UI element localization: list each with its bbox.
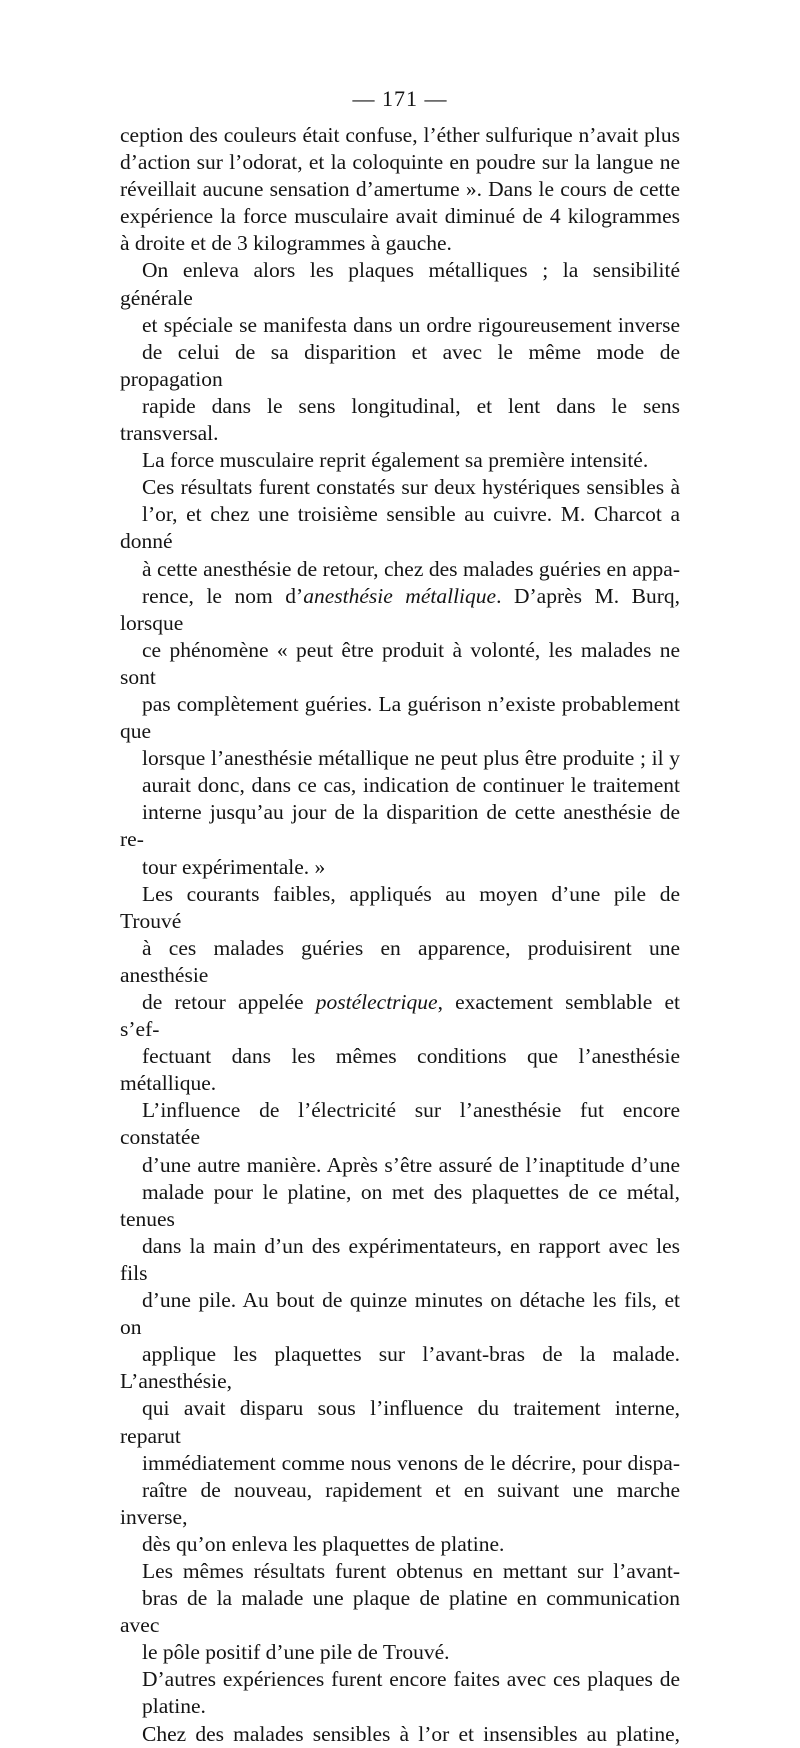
text-line: d’une autre manière. Après s’être assuré de l’inaptitude d’une xyxy=(142,1152,680,1177)
text-line: ce phénomène « peut être produit à volonté, les malades ne sont xyxy=(120,637,680,689)
text-line: et spéciale se manifesta dans un ordre rigoureusement inverse xyxy=(142,312,680,337)
text-line: le pôle positif d’une pile de Trouvé. xyxy=(142,1640,450,1665)
text-line: malade pour le platine, on met des plaquettes de ce métal, tenues xyxy=(120,1179,680,1231)
text-line: ception des couleurs était confuse, l’éther sulfurique n’avait plus xyxy=(120,123,680,147)
text-line: à cette anesthésie de retour, chez des malades guéries en appa- xyxy=(142,556,680,581)
text-line: Les mêmes résultats furent obtenus en mettant sur l’avant- xyxy=(142,1558,680,1583)
text-line: l’or, et chez une troisième sensible au cuivre. M. Charcot a donné xyxy=(120,502,680,554)
paragraph-2 xyxy=(120,257,680,474)
text-line: qui avait disparu sous l’influence du traitement interne, reparut xyxy=(120,1396,680,1448)
text-line: aurait donc, dans ce cas, indication de continuer le traitement xyxy=(142,773,680,798)
text-line: tour expérimentale. » xyxy=(142,854,326,879)
body-text xyxy=(120,122,680,1748)
text-fragment: , exactement semblable et s’ef- xyxy=(120,990,680,1042)
text-line: de celui de sa disparition et avec le même mode de propagation xyxy=(120,339,680,391)
text-line: interne jusqu’au jour de la disparition de cette anesthésie de re- xyxy=(120,800,680,852)
paragraph-4 xyxy=(120,881,680,1098)
paragraph-1 xyxy=(120,122,680,257)
text-line: rapide dans le sens longitudinal, et lent dans le sens transversal. xyxy=(120,393,680,446)
text-line: pas complètement guéries. La guérison n’existe probablement que xyxy=(120,691,680,744)
text-line: réveillait aucune sensation d’amertume ». Dans le cours de cette xyxy=(120,177,680,202)
text-line: fectuant dans les mêmes conditions que l’anesthésie métallique. xyxy=(120,1044,680,1096)
text-line: dès qu’on enleva les plaquettes de platine. xyxy=(142,1531,505,1556)
text-line: On enleva alors les plaques métalliques ; la sensibilité générale xyxy=(120,258,680,310)
text-line: Les courants faibles, appliqués au moyen d’une pile de Trouvé xyxy=(120,881,680,933)
page-number: — 171 — xyxy=(352,86,448,111)
text-line: L’influence de l’électricité sur l’anesthésie fut encore constatée xyxy=(120,1098,680,1150)
paragraph-3 xyxy=(120,474,680,880)
text-line: à droite et de 3 kilogrammes à gauche. xyxy=(120,231,452,256)
text-line: platine. xyxy=(142,1694,206,1719)
text-line: Chez des malades sensibles à l’or et insensibles au platine, xyxy=(142,1721,680,1746)
text-line: expérience la force musculaire avait diminué de 4 kilogrammes xyxy=(120,204,680,229)
text-line-mixed xyxy=(120,583,680,637)
text-line: lorsque l’anesthésie métallique ne peut plus être produite ; il y xyxy=(142,746,680,771)
text-fragment: . D’après M. Burq, lorsque xyxy=(120,583,680,635)
text-line: La force musculaire reprit également sa première intensité. xyxy=(142,448,649,473)
text-line: d’action sur l’odorat, et la coloquinte en poudre sur la langue ne xyxy=(120,150,680,175)
italic-term: anesthésie métallique xyxy=(303,583,497,608)
text-line: à ces malades guéries en apparence, produisirent une anesthésie xyxy=(120,935,680,987)
text-line: Ces résultats furent constatés sur deux hystériques sensibles à xyxy=(142,475,680,500)
paragraph-8 xyxy=(120,1721,680,1748)
text-line: D’autres expériences furent encore faites avec ces plaques de xyxy=(142,1667,680,1692)
text-line: d’une pile. Au bout de quinze minutes on détache les fils, et on xyxy=(120,1288,680,1340)
paragraph-5 xyxy=(120,1097,680,1558)
paragraph-6 xyxy=(120,1558,680,1666)
italic-term: postélectrique xyxy=(315,990,438,1014)
paragraph-7 xyxy=(120,1666,680,1720)
text-fragment: rence, le nom d’ xyxy=(142,583,304,608)
text-line: dans la main d’un des expérimentateurs, en rapport avec les fils xyxy=(120,1233,680,1285)
text-line: immédiatement comme nous venons de le décrire, pour dispa- xyxy=(142,1450,680,1475)
text-line: raître de nouveau, rapidement et en suivant une marche inverse, xyxy=(120,1477,680,1529)
text-line: bras de la malade une plaque de platine en communication avec xyxy=(120,1586,680,1638)
text-line-mixed xyxy=(120,989,680,1043)
text-fragment: de retour appelée xyxy=(142,990,316,1014)
text-line: applique les plaquettes sur l’avant-bras de la malade. L’anesthésie, xyxy=(120,1342,680,1394)
